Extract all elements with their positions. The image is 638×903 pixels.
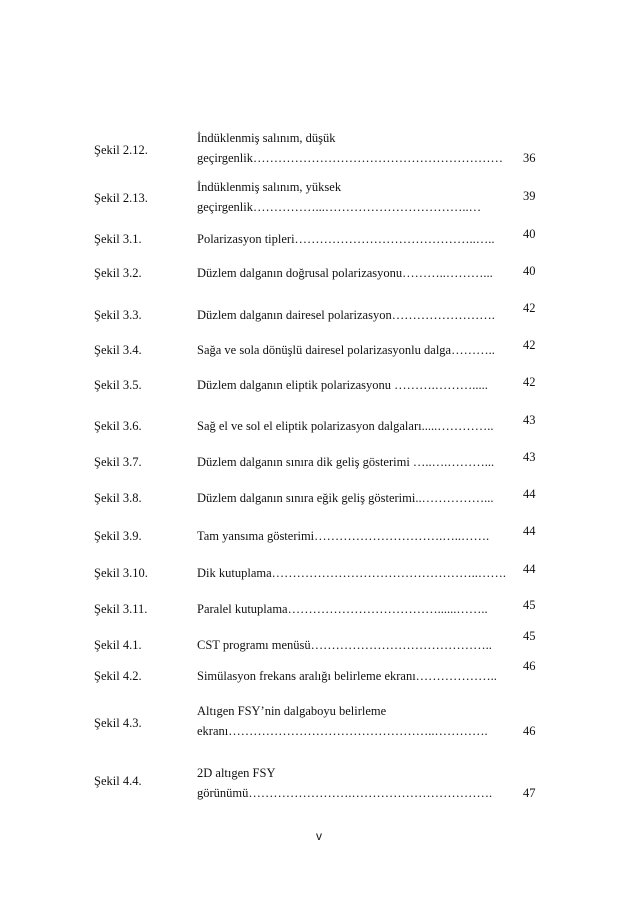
page-footer-number: v — [316, 829, 322, 843]
figure-label: Şekil 3.1. — [94, 232, 142, 246]
page-number: 42 — [523, 338, 536, 352]
page-number: 43 — [523, 413, 536, 427]
page-number: 44 — [523, 487, 536, 501]
figure-caption: Paralel kutuplama………………………………......…….. — [197, 602, 488, 616]
figure-caption: Simülasyon frekans aralığı belirleme ekranı……………….. — [197, 669, 497, 683]
figure-caption: Polarizasyon tipleri……………………………………..….. — [197, 232, 495, 246]
page-number: 44 — [523, 524, 536, 538]
page-number: 39 — [523, 189, 536, 203]
page-number: 45 — [523, 629, 536, 643]
figure-label: Şekil 3.9. — [94, 529, 142, 543]
figure-label: Şekil 3.8. — [94, 491, 142, 505]
figure-label: Şekil 3.3. — [94, 308, 142, 322]
figure-label: Şekil 3.11. — [94, 602, 148, 616]
figure-label: Şekil 4.4. — [94, 774, 142, 788]
figure-label: Şekil 4.2. — [94, 669, 142, 683]
page-number: 40 — [523, 264, 536, 278]
page-number: 42 — [523, 301, 536, 315]
figure-label: Şekil 3.5. — [94, 378, 142, 392]
caption-line-1: 2D altıgen FSY — [197, 766, 276, 780]
page-number: 44 — [523, 562, 536, 576]
figure-caption: Düzlem dalganın sınıra dik geliş gösterimi …..….………... — [197, 455, 495, 469]
page-number: 45 — [523, 598, 536, 612]
figure-caption: Dik kutuplama…………………………………………..……. — [197, 566, 507, 580]
page-number: 46 — [523, 659, 536, 673]
page-number: 46 — [523, 724, 536, 738]
figure-caption: Sağ el ve sol el eliptik polarizasyon dalgaları.....………….. — [197, 419, 494, 433]
caption-line-1: İndüklenmiş salınım, düşük — [197, 131, 336, 145]
page-number: 43 — [523, 450, 536, 464]
figure-label: Şekil 2.12. — [94, 143, 148, 157]
figure-label: Şekil 4.3. — [94, 716, 142, 730]
figure-label: Şekil 3.10. — [94, 566, 148, 580]
caption-line-2: geçirgenlik…………………………………………………… — [197, 151, 503, 165]
caption-line-2: geçirgenlik……………...……………………………..… — [197, 200, 482, 214]
figure-caption: Sağa ve sola dönüşlü dairesel polarizasyonlu dalga……….. — [197, 343, 495, 357]
caption-line-1: İndüklenmiş salınım, yüksek — [197, 180, 342, 194]
figure-label: Şekil 3.4. — [94, 343, 142, 357]
figure-caption: Düzlem dalganın dairesel polarizasyon……………………. — [197, 308, 495, 322]
figure-caption: CST programı menüsü…………………………………….. — [197, 638, 492, 652]
figure-caption — [197, 765, 492, 801]
page-number: 42 — [523, 375, 536, 389]
figure-caption — [197, 703, 488, 739]
figure-label: Şekil 3.7. — [94, 455, 142, 469]
figure-label: Şekil 4.1. — [94, 638, 142, 652]
figure-label: Şekil 2.13. — [94, 191, 148, 205]
page-number: 40 — [523, 227, 536, 241]
caption-line-2: ekranı…………………………………………..…………. — [197, 724, 488, 738]
figure-label: Şekil 3.2. — [94, 266, 142, 280]
figure-caption: Tam yansıma gösterimi………………………….…..……. — [197, 529, 490, 543]
page-number: 36 — [523, 151, 536, 165]
figure-caption — [197, 179, 481, 215]
caption-line-1: Altıgen FSY’nin dalgaboyu belirleme — [197, 704, 387, 718]
figure-caption — [197, 130, 503, 166]
figure-caption: Düzlem dalganın sınıra eğik geliş gösterimi..……………... — [197, 491, 494, 505]
caption-line-2: görünümü…………………….……………………………. — [197, 786, 493, 800]
figure-label: Şekil 3.6. — [94, 419, 142, 433]
page-number: 47 — [523, 786, 536, 800]
figure-caption: Düzlem dalganın doğrusal polarizasyonu………..………... — [197, 266, 493, 280]
figure-caption: Düzlem dalganın eliptik polarizasyonu ……….………..... — [197, 378, 488, 392]
